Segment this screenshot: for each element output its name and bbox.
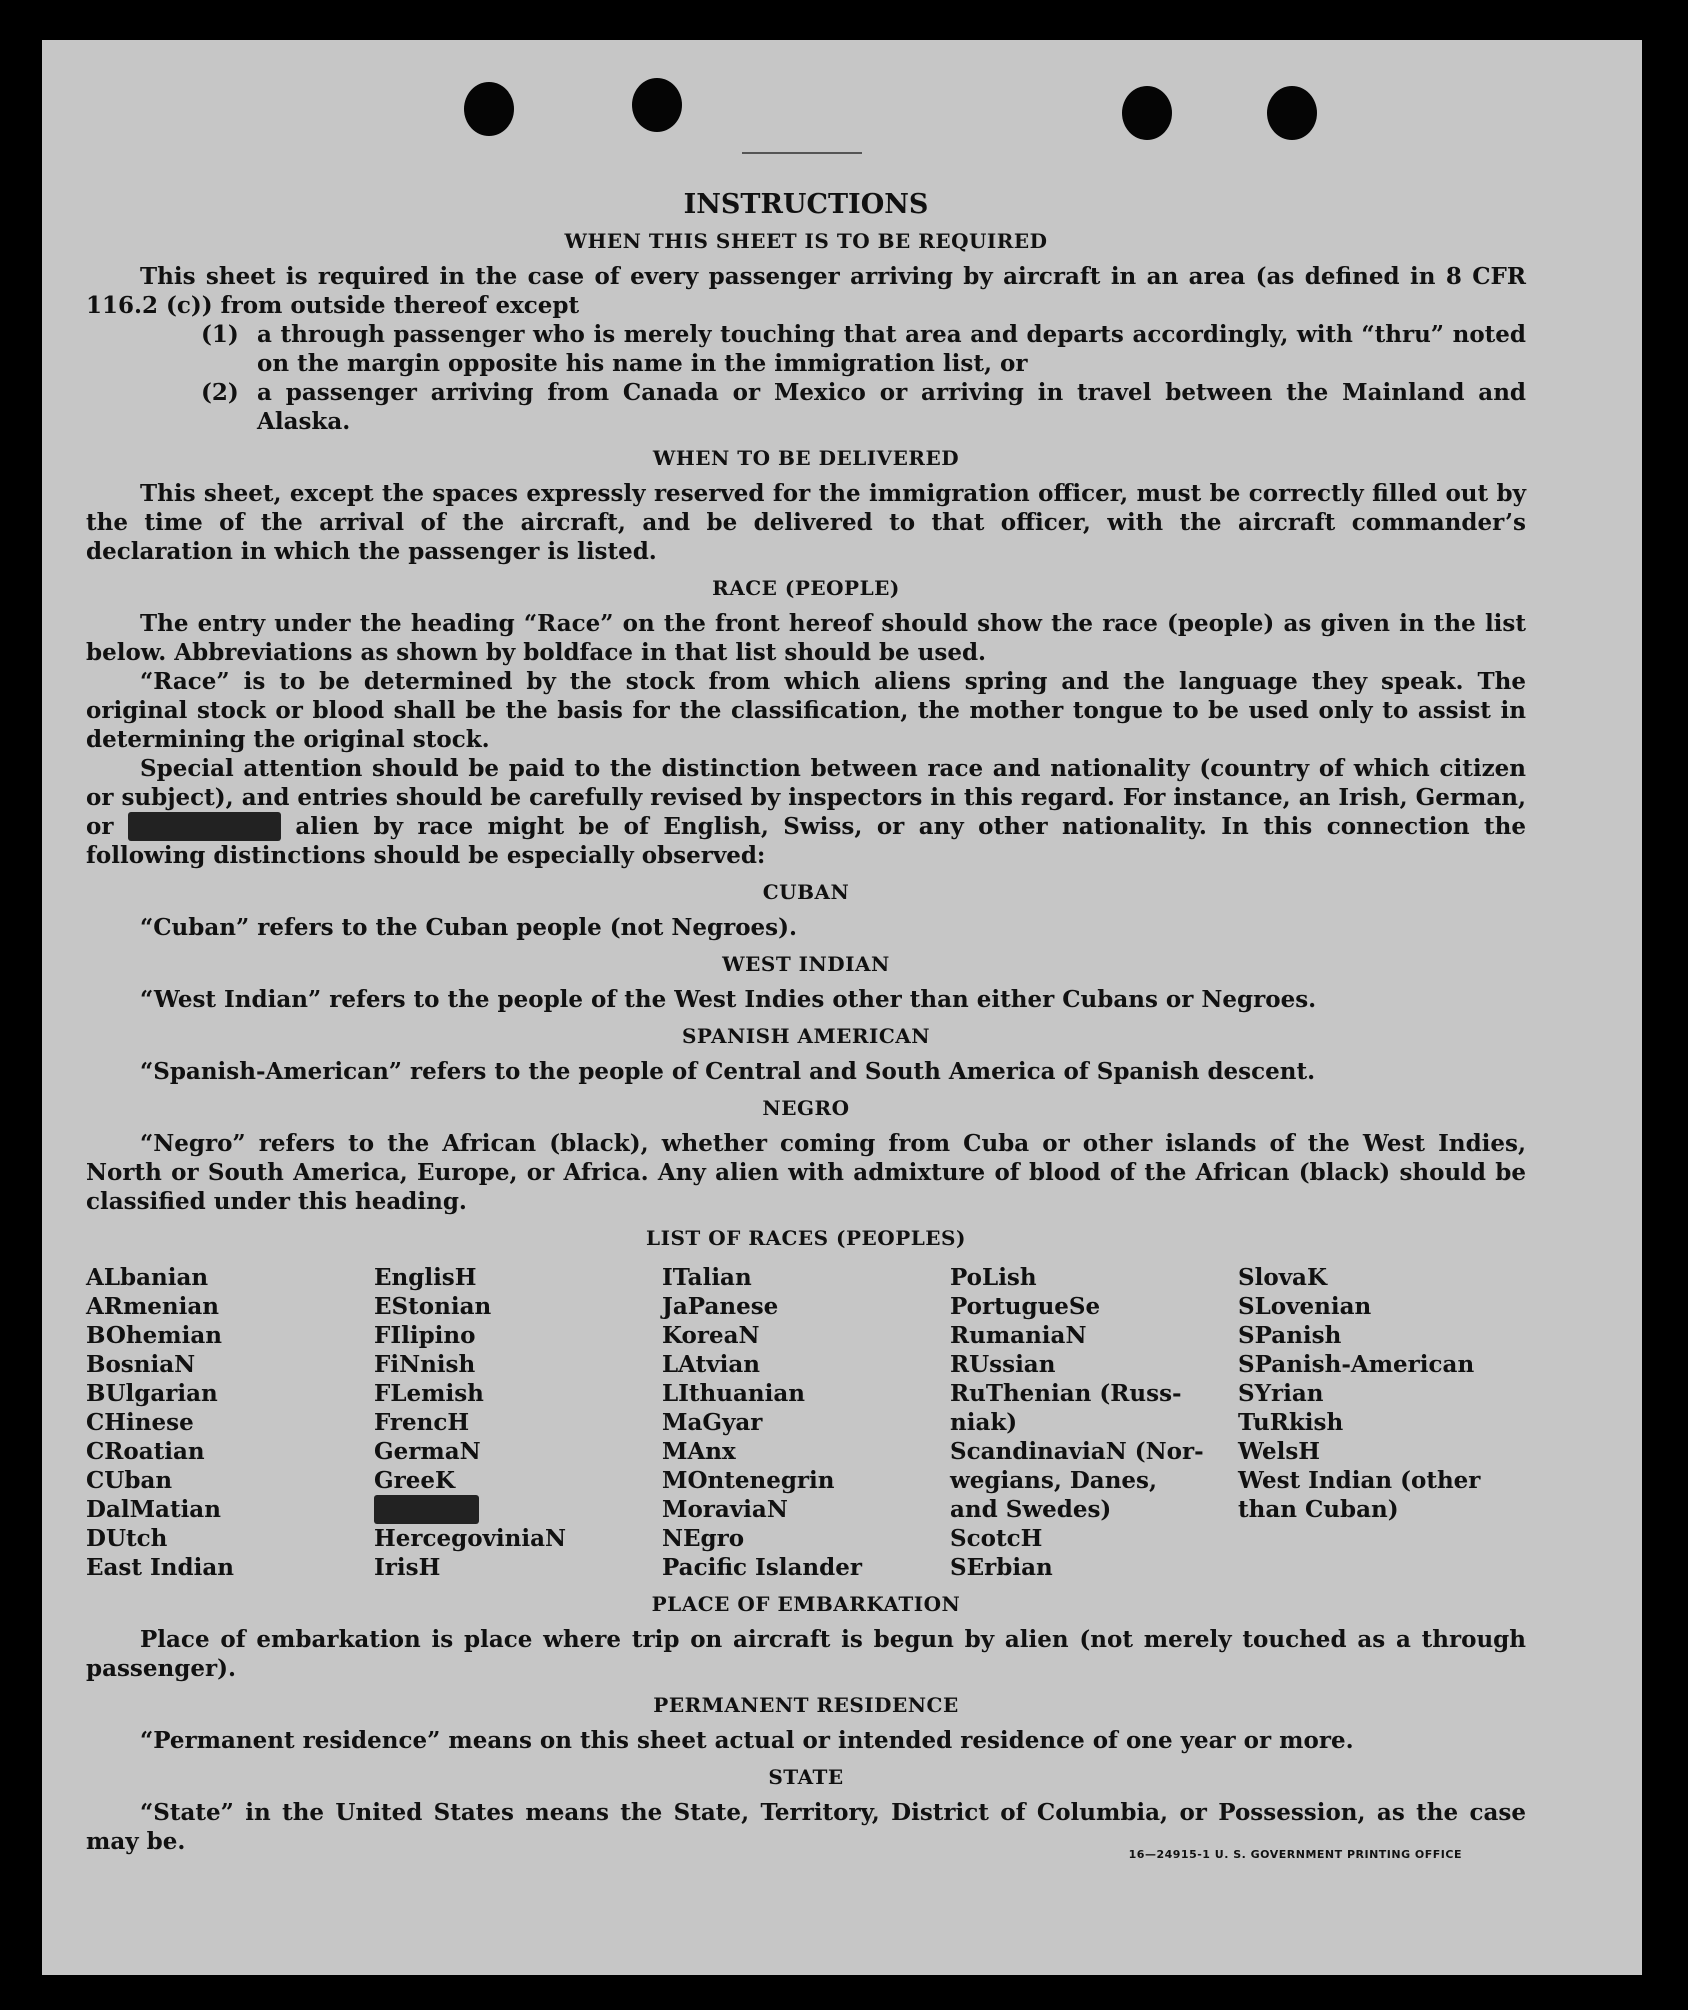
race-item: BOhemian — [86, 1322, 222, 1349]
race-item: DUtch — [86, 1525, 168, 1552]
race-item: ScotcH — [950, 1525, 1043, 1552]
punch-hole — [464, 82, 514, 136]
race-item: ALbanian — [86, 1264, 209, 1291]
race-item: CRoatian — [86, 1438, 205, 1465]
race-item: EStonian — [374, 1293, 492, 1320]
redacted-race-item — [374, 1495, 479, 1524]
race-item: BosniaN — [86, 1351, 196, 1378]
race-item: wegians, Danes, — [950, 1467, 1157, 1494]
item-text: a passenger arriving from Canada or Mexico or arriving in travel between the Mainland and Alaska. — [257, 379, 1526, 435]
race-item: SErbian — [950, 1554, 1053, 1581]
heading-delivered: WHEN TO BE DELIVERED — [652, 446, 960, 470]
race-item: DalMatian — [86, 1496, 221, 1523]
item-number: (1) — [201, 321, 239, 348]
race-item: MAnx — [662, 1438, 736, 1465]
race-item: Pacific Islander — [662, 1554, 862, 1581]
race-column-3 — [662, 1263, 950, 1582]
required-intro: This sheet is required in the case of every passenger arriving by aircraft in an area (as defined in 8 CFR 116.2 (c)) from outside thereof except — [86, 263, 1526, 319]
race-item: BUlgarian — [86, 1380, 218, 1407]
race-item: NEgro — [662, 1525, 745, 1552]
race-item: FIlipino — [374, 1322, 476, 1349]
heading-cuban: CUBAN — [762, 880, 850, 904]
race-paragraph-2: “Race” is to be determined by the stock from which aliens spring and the language they speak. The original stock or blood shall be the basis for the classification, the mother tongue to be used only to assist in determining the original stock. — [86, 668, 1526, 753]
cuban-text: “Cuban” refers to the Cuban people (not Negroes). — [140, 914, 798, 941]
race-paragraph-3-part-b: alien by race might be of English, Swiss, or any other nationality. In this connection the following distinctions should be especially observed: — [86, 813, 1526, 869]
item-text: a through passenger who is merely touching that area and departs accordingly, with “thru” noted on the margin opposite his name in the immigration list, or — [257, 321, 1526, 377]
negro-text: “Negro” refers to the African (black), whether coming from Cuba or other islands of the West Indies, North or South America, Europe, or Africa. Any alien with admixture of blood of the African (black) should be classified under this heading. — [86, 1130, 1526, 1215]
race-item: GreeK — [374, 1467, 456, 1494]
race-item: SPanish-American — [1238, 1351, 1475, 1378]
race-item: TuRkish — [1238, 1409, 1344, 1436]
redacted-word — [128, 812, 281, 841]
race-item: CUban — [86, 1467, 173, 1494]
heading-state: STATE — [768, 1765, 844, 1789]
race-item: PoLish — [950, 1264, 1037, 1291]
race-item: LAtvian — [662, 1351, 760, 1378]
race-column-2 — [374, 1263, 662, 1582]
race-item: West Indian (other — [1238, 1467, 1481, 1494]
race-item: than Cuban) — [1238, 1496, 1399, 1523]
race-item: ARmenian — [86, 1293, 220, 1320]
document-sheet — [42, 40, 1642, 1975]
punch-hole — [1122, 86, 1172, 140]
race-item: SPanish — [1238, 1322, 1342, 1349]
residence-text: “Permanent residence” means on this sheet actual or intended residence of one year or more. — [140, 1727, 1354, 1754]
race-item: FLemish — [374, 1380, 484, 1407]
race-item: WelsH — [1238, 1438, 1321, 1465]
delivered-text: This sheet, except the spaces expressly reserved for the immigration officer, must be correctly filled out by the time of the arrival of the aircraft, and be delivered to that officer, with the aircraft commander’s declaration in which the passenger is listed. — [86, 480, 1526, 565]
punch-hole — [632, 78, 682, 132]
punch-hole — [1267, 86, 1317, 140]
race-item: MOntenegrin — [662, 1467, 835, 1494]
race-item: MoraviaN — [662, 1496, 788, 1523]
race-item — [374, 1495, 662, 1524]
race-item: SLovenian — [1238, 1293, 1372, 1320]
heading-west-indian: WEST INDIAN — [722, 952, 890, 976]
race-item: ScandinaviaN (Nor- — [950, 1438, 1204, 1465]
race-item: MaGyar — [662, 1409, 763, 1436]
heading-negro: NEGRO — [762, 1096, 850, 1120]
state-text: “State” in the United States means the State, Territory, District of Columbia, or Possession, as the case may be. — [86, 1799, 1526, 1855]
spanish-american-text: “Spanish-American” refers to the people of Central and South America of Spanish descent. — [140, 1058, 1316, 1085]
printer-imprint: 16—24915-1 U. S. GOVERNMENT PRINTING OFFICE — [1128, 1848, 1462, 1861]
race-item: FrencH — [374, 1409, 470, 1436]
heading-embarkation: PLACE OF EMBARKATION — [651, 1592, 961, 1616]
west-indian-text: “West Indian” refers to the people of the West Indies other than either Cubans or Negroes. — [140, 986, 1317, 1013]
race-item: GermaN — [374, 1438, 481, 1465]
race-paragraph-1: The entry under the heading “Race” on the front hereof should show the race (people) as given in the list below. Abbreviations as shown by boldface in that list should be used. — [86, 610, 1526, 666]
race-column-5 — [1238, 1263, 1526, 1582]
race-item: JaPanese — [662, 1293, 779, 1320]
race-item: FiNnish — [374, 1351, 476, 1378]
race-item: LIthuanian — [662, 1380, 805, 1407]
race-paragraph-3-part-a: Special attention should be paid to the distinction between race and nationality (country of which citizen or subject), and entries should be carefully revised by inspectors in this regard. For instance, an Irish, German, or — [86, 755, 1526, 840]
race-item: HercegoviniaN — [374, 1525, 567, 1552]
heading-residence: PERMANENT RESIDENCE — [653, 1693, 959, 1717]
page-title: INSTRUCTIONS — [683, 189, 929, 220]
item-number: (2) — [201, 379, 239, 406]
race-item: IrisH — [374, 1554, 441, 1581]
heading-race-list: LIST OF RACES (PEOPLES) — [646, 1226, 966, 1250]
race-item: SYrian — [1238, 1380, 1324, 1407]
race-item: ITalian — [662, 1264, 752, 1291]
race-item: PortugueSe — [950, 1293, 1101, 1320]
race-item: niak) — [950, 1409, 1018, 1436]
list-item — [201, 320, 1526, 378]
race-list — [86, 1263, 1526, 1582]
list-item — [201, 378, 1526, 436]
race-item: RUssian — [950, 1351, 1056, 1378]
race-item: KoreaN — [662, 1322, 760, 1349]
race-item: RuThenian (Russ- — [950, 1380, 1182, 1407]
embarkation-text: Place of embarkation is place where trip on aircraft is begun by alien (not merely touched as a through passenger). — [86, 1626, 1526, 1682]
heading-race: RACE (PEOPLE) — [712, 576, 900, 600]
instructions-content — [86, 170, 1526, 1856]
heading-required: WHEN THIS SHEET IS TO BE REQUIRED — [564, 229, 1048, 253]
race-item: CHinese — [86, 1409, 194, 1436]
race-item: and Swedes) — [950, 1496, 1112, 1523]
race-column-4 — [950, 1263, 1238, 1582]
race-item: EnglisH — [374, 1264, 477, 1291]
race-item: SlovaK — [1238, 1264, 1327, 1291]
race-item: East Indian — [86, 1554, 234, 1581]
race-paragraph-3 — [86, 754, 1526, 870]
race-item: RumaniaN — [950, 1322, 1087, 1349]
heading-spanish-american: SPANISH AMERICAN — [681, 1024, 931, 1048]
top-rule — [742, 152, 862, 154]
race-column-1 — [86, 1263, 374, 1582]
